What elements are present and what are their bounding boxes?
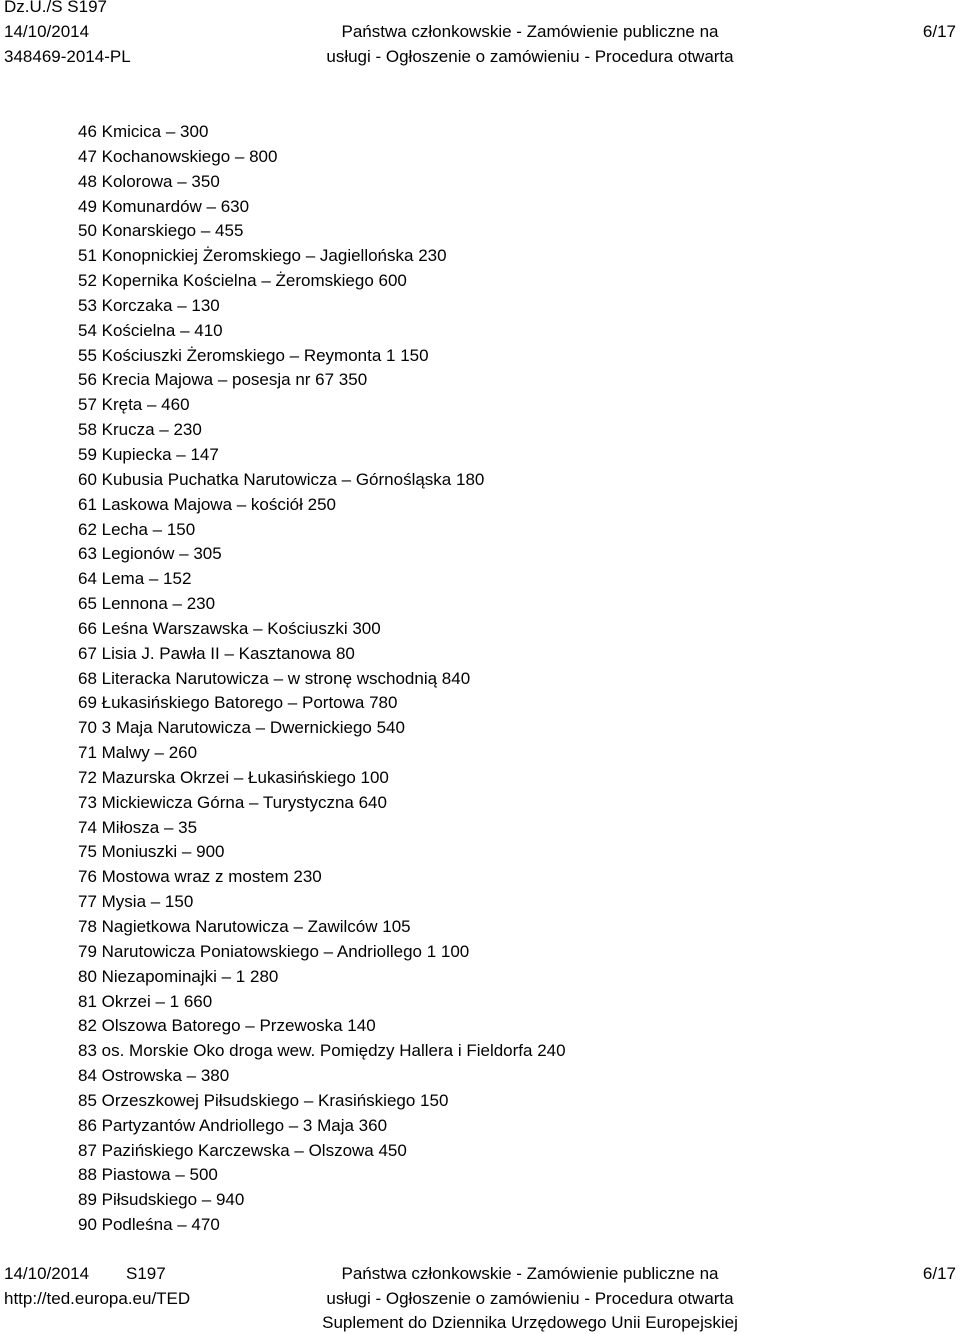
header-page-number: 6/17 (922, 22, 956, 41)
list-item: 77 Mysia – 150 (78, 892, 194, 912)
footer-title-line3: Suplement do Dziennika Urzędowego Unii Europejskiej (322, 1313, 738, 1332)
list-item: 89 Piłsudskiego – 940 (78, 1190, 245, 1210)
list-item: 76 Mostowa wraz z mostem 230 (78, 867, 322, 887)
header-date: 14/10/2014 (4, 22, 90, 41)
list-item: 67 Lisia J. Pawła II – Kasztanowa 80 (78, 643, 355, 663)
footer-title-line2: usługi - Ogłoszenie o zamówieniu - Procedura otwarta (326, 1289, 734, 1308)
list-item: 55 Kościuszki Żeromskiego – Reymonta 1 150 (78, 345, 429, 365)
list-item: 82 Olszowa Batorego – Przewoska 140 (78, 1016, 376, 1036)
list-item: 48 Kolorowa – 350 (78, 171, 220, 191)
journal-ref: Dz.U./S S197 (4, 0, 107, 16)
list-item: 57 Kręta – 460 (78, 395, 190, 415)
list-item: 66 Leśna Warszawska – Kościuszki 300 (78, 618, 381, 638)
list-item: 62 Lecha – 150 (78, 519, 196, 539)
list-item: 79 Narutowicza Poniatowskiego – Andriollego 1 100 (78, 941, 470, 961)
footer-page-number: 6/17 (922, 1264, 956, 1283)
list-item: 61 Laskowa Majowa – kościół 250 (78, 494, 336, 514)
list-item: 58 Krucza – 230 (78, 420, 202, 440)
list-item: 49 Komunardów – 630 (78, 196, 250, 216)
list-item: 68 Literacka Narutowicza – w stronę wschodnią 840 (78, 668, 471, 688)
list-item: 88 Piastowa – 500 (78, 1165, 218, 1185)
list-item: 71 Malwy – 260 (78, 743, 198, 763)
list-item: 69 Łukasińskiego Batorego – Portowa 780 (78, 693, 398, 713)
header-title-line1: Państwa członkowskie - Zamówienie publiczne na (341, 22, 719, 41)
list-item: 65 Lennona – 230 (78, 594, 216, 614)
list-item: 84 Ostrowska – 380 (78, 1066, 230, 1086)
list-item: 72 Mazurska Okrzei – Łukasińskiego 100 (78, 767, 389, 787)
list-item: 86 Partyzantów Andriollego – 3 Maja 360 (78, 1115, 388, 1135)
list-item: 80 Niezapominajki – 1 280 (78, 966, 279, 986)
list-item: 87 Pazińskiego Karczewska – Olszowa 450 (78, 1140, 407, 1160)
list-item: 81 Okrzei – 1 660 (78, 991, 213, 1011)
footer-date: 14/10/2014 (4, 1264, 90, 1283)
list-item: 47 Kochanowskiego – 800 (78, 146, 278, 166)
list-item: 64 Lema – 152 (78, 569, 192, 589)
footer-series: S197 (126, 1264, 166, 1283)
list-item: 52 Kopernika Kościelna – Żeromskiego 600 (78, 271, 407, 291)
list-item: 73 Mickiewicza Górna – Turystyczna 640 (78, 792, 387, 812)
list-item: 63 Legionów – 305 (78, 544, 222, 564)
list-item: 50 Konarskiego – 455 (78, 221, 244, 241)
street-list (78, 120, 566, 1238)
list-item: 51 Konopnickiej Żeromskiego – Jagiellońska 230 (78, 246, 447, 266)
list-item: 46 Kmicica – 300 (78, 122, 209, 141)
list-item: 90 Podleśna – 470 (78, 1215, 220, 1235)
list-item: 60 Kubusia Puchatka Narutowicza – Górnośląska 180 (78, 469, 485, 489)
list-item: 85 Orzeszkowej Piłsudskiego – Krasińskiego 150 (78, 1090, 449, 1110)
list-item: 78 Nagietkowa Narutowicza – Zawilców 105 (78, 917, 411, 936)
list-item: 54 Kościelna – 410 (78, 320, 223, 340)
list-item: 75 Moniuszki – 900 (78, 842, 225, 862)
list-item: 70 3 Maja Narutowicza – Dwernickiego 540 (78, 718, 405, 738)
footer-title-line1: Państwa członkowskie - Zamówienie publiczne na (341, 1264, 719, 1283)
list-item: 74 Miłosza – 35 (78, 817, 198, 837)
header-title-line2: usługi - Ogłoszenie o zamówieniu - Procedura otwarta (326, 47, 734, 66)
list-item: 59 Kupiecka – 147 (78, 444, 219, 464)
list-item: 56 Krecia Majowa – posesja nr 67 350 (78, 370, 368, 390)
list-item: 53 Korczaka – 130 (78, 295, 220, 315)
footer-url[interactable]: http://ted.europa.eu/TED (4, 1289, 191, 1308)
notice-id: 348469-2014-PL (4, 47, 131, 66)
list-item: 83 os. Morskie Oko droga wew. Pomiędzy Hallera i Fieldorfa 240 (78, 1041, 566, 1061)
